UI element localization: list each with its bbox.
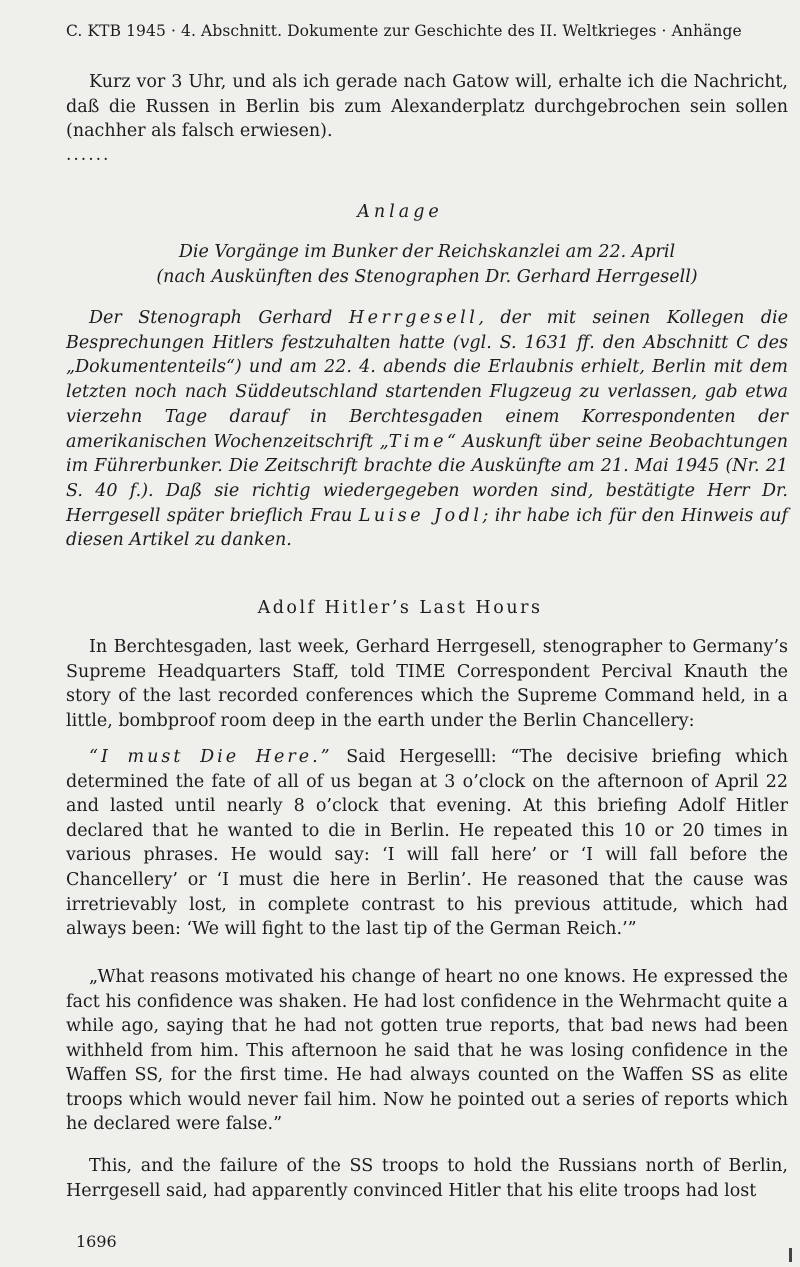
note-text-2: , der mit seinen Kollegen die Besprechungen Hitlers festzuhalten hatte (vgl. S. 1631 ff. den Abschnitt C des „Dokumententeils“) und am 22. 4. abends die Erlaubnis erhielt, Berlin mit dem letzten noch nach Süddeutschland startenden Flugzeug zu verlassen, gab etwa vierzehn Tage darauf in Berchtesgaden einem Korrespondenten der amerikanischen Wochenzeitschrift „ <box>66 308 788 452</box>
article-title: Adolf Hitler’s Last Hours <box>257 598 543 618</box>
page-number: 1696 <box>76 1232 117 1251</box>
note-text-1: Der Stenograph Gerhard <box>89 308 349 328</box>
subtitle-line-1: Die Vorgänge im Bunker der Reichskanzlei am 22. April <box>178 242 676 262</box>
article-paragraph-1: In Berchtesgaden, last week, Gerhard Herrgesell, stenographer to Germany’s Supreme Headquarters Staff, told TIME Correspondent Percival Knauth the story of the last recorded conferences which the Supreme Command held, in a little, bombproof room deep in the earth under the Berlin Chancellery: <box>66 637 788 731</box>
note-text-3: “ Auskunft über seine Beobachtungen im Führerbunker. Die Zeitschrift brachte die Auskünfte am 21. Mai 1945 (Nr. 21 S. 40 f.). Daß sie richtig wiedergegeben worden sind, bestätigte Herr Dr. Herrgesell später brieflich Frau <box>66 431 788 526</box>
article-paragraph-3: „What reasons motivated his change of heart no one knows. He expressed the fact his confidence was shaken. He had lost confidence in the Wehrmacht quite a while ago, saying that he had not gotten true reports, that bad news had been withheld from him. This afternoon he said that he was losing confidence in the Waffen SS, for the first time. He had always counted on the Waffen SS as elite troops which would never fail him. Now he pointed out a series of reports which he declared were false.” <box>66 967 788 1134</box>
margin-mark <box>789 1248 792 1262</box>
appendix-heading: Anlage <box>357 202 443 222</box>
note-text-4: ; ihr habe ich für den Hinweis auf diesen Artikel zu danken. <box>66 505 788 551</box>
intro-paragraph: Kurz vor 3 Uhr, und als ich gerade nach Gatow will, erhalte ich die Nachricht, daß die Russen in Berlin bis zum Alexanderplatz durchgebrochen sein sollen (nachher als falsch erwiesen). <box>66 72 788 141</box>
appendix-subtitle <box>66 240 788 290</box>
subtitle-line-2: (nach Auskünften des Stenographen Dr. Gerhard Herrgesell) <box>156 267 698 287</box>
note-name-herrgesell: Herrgesell <box>348 308 479 328</box>
running-header: C. KTB 1945 · 4. Abschnitt. Dokumente zur Geschichte des II. Weltkrieges · Anhänge <box>66 22 742 40</box>
article-paragraph-2 <box>66 745 788 942</box>
ellipsis: ...... <box>66 145 111 165</box>
editor-note-paragraph <box>66 306 788 553</box>
note-name-jodl: Luise Jodl <box>358 505 483 526</box>
article-paragraph-4: This, and the failure of the SS troops to hold the Russians north of Berlin, Herrgesell said, had apparently convinced Hitler that his elite troops had lost <box>66 1156 788 1201</box>
quote-body: Said Hergeselll: “The decisive briefing which determined the fate of all of us began at 3 o’clock on the afternoon of April 22 and lasted until nearly 8 o’clock that evening. At this briefing Adolf Hitler declared that he wanted to die in Berlin. He repeated this 10 or 20 times in various phrases. He would say: ‘I will fall here’ or ‘I will fall before the Chancellery’ or ‘I must die here in Berlin’. He reasoned that the cause was irretrievably lost, in complete contrast to his previous attitude, which had always been: ‘We will fight to the last tip of the German Reich.’” <box>66 747 788 940</box>
note-name-time: Time <box>388 431 447 452</box>
quote-lead: “I must Die Here.” <box>89 747 333 767</box>
